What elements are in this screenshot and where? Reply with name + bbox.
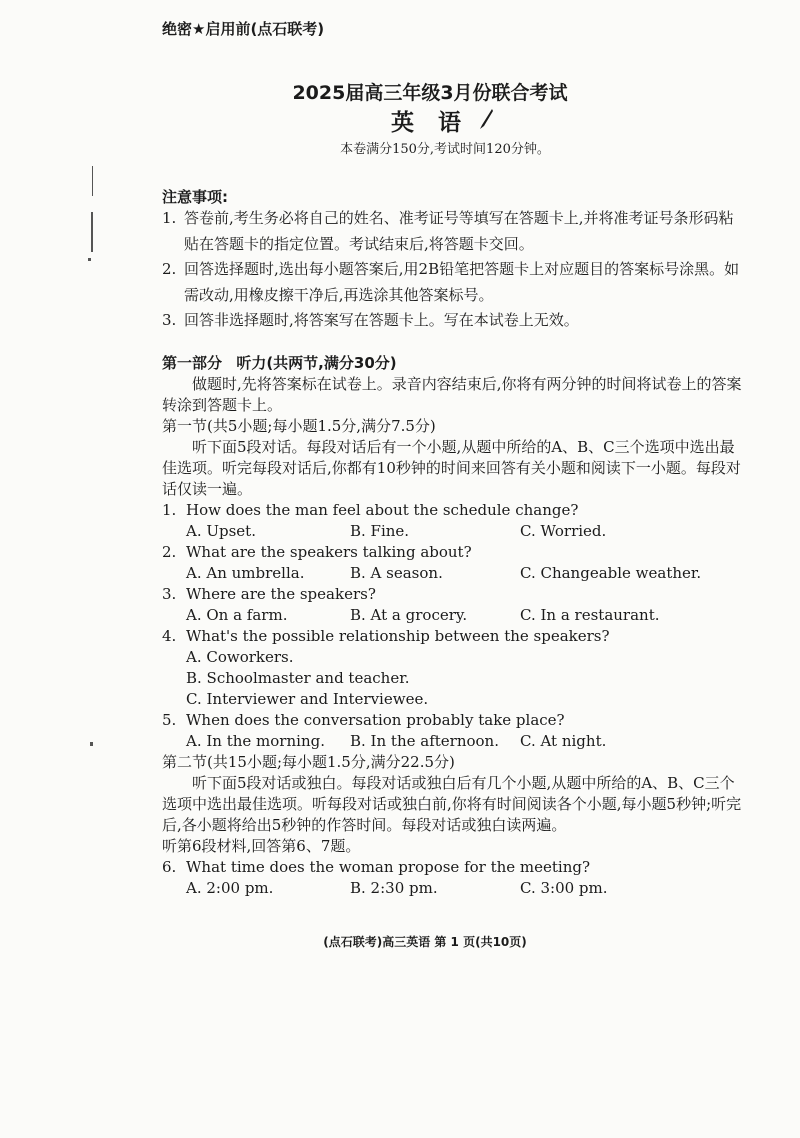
option-a: A. 2:00 pm. xyxy=(186,879,274,897)
section1-title: 第一节(共5小题;每小题1.5分,满分7.5分) xyxy=(162,417,436,435)
question-4-option-a xyxy=(162,647,742,668)
notice-item: 3. 回答非选择题时,将答案写在答题卡上。写在本试卷上无效。 xyxy=(162,311,579,330)
question-4: 4. What's the possible relationship between the speakers? xyxy=(162,627,610,645)
notice-heading: 注意事项: xyxy=(162,188,228,206)
option-c: C. Changeable weather. xyxy=(520,564,702,582)
part1-heading: 第一部分 听力(共两节,满分30分) xyxy=(162,354,397,372)
option-a: A. Upset. xyxy=(186,522,256,540)
scan-mark xyxy=(92,166,93,196)
scan-mark xyxy=(90,742,93,746)
page-footer: (点石联考)高三英语 第 1 页(共10页) xyxy=(323,935,527,949)
question-4-option-c xyxy=(162,689,742,710)
question-5-options xyxy=(162,731,742,752)
notice-item: 1. 答卷前,考生务必将自己的姓名、准考证号等填写在答题卡上,并将准考证号条形码粘贴在答题卡的指定位置。考试结束后,将答题卡交回。 xyxy=(162,209,734,253)
question-2: 2. What are the speakers talking about? xyxy=(162,543,472,561)
question-6: 6. What time does the woman propose for the meeting? xyxy=(162,858,591,876)
option-a: A. An umbrella. xyxy=(186,564,305,582)
question-4-option-b xyxy=(162,668,742,689)
question-3-options xyxy=(162,605,742,626)
material-6-instruction: 听第6段材料,回答第6、7题。 xyxy=(162,837,361,855)
question-1-options xyxy=(162,521,742,542)
question-5: 5. When does the conversation probably take place? xyxy=(162,711,565,729)
exam-title: 2025届高三年级3月份联合考试 xyxy=(292,82,568,104)
option-a: A. On a farm. xyxy=(186,606,288,624)
section2-title: 第二节(共15小题;每小题1.5分,满分22.5分) xyxy=(162,753,455,771)
option-a: A. Coworkers. xyxy=(186,648,294,666)
pen-icon xyxy=(478,108,494,130)
option-c: C. 3:00 pm. xyxy=(520,879,608,897)
part1-content xyxy=(162,374,742,899)
part1-intro: 做题时,先将答案标在试卷上。录音内容结束后,你将有两分钟的时间将试卷上的答案转涂到答题卡上。 xyxy=(162,375,742,414)
scan-mark xyxy=(88,258,91,261)
section1-intro: 听下面5段对话。每段对话后有一个小题,从题中所给的A、B、C三个选项中选出最佳选项。听完每段对话后,你都有10秒钟的时间来回答有关小题和阅读下一小题。每段对话仅读一遍。 xyxy=(162,438,741,498)
option-b: B. Fine. xyxy=(350,522,410,540)
score-info: 本卷满分150分,考试时间120分钟。 xyxy=(340,142,550,157)
question-6-options xyxy=(162,878,742,899)
option-b: B. At a grocery. xyxy=(350,606,468,624)
option-a: A. In the morning. xyxy=(186,732,325,750)
notice-list xyxy=(162,206,742,334)
question-2-options xyxy=(162,563,742,584)
scan-mark xyxy=(91,212,93,252)
option-b: B. Schoolmaster and teacher. xyxy=(186,669,410,687)
section2-intro: 听下面5段对话或独白。每段对话或独白后有几个小题,从题中所给的A、B、C三个选项中选出最佳选项。听每段对话或独白前,你将有时间阅读各个小题,每小题5秒钟;听完后,各小题将给出5秒钟的作答时间。每段对话或独白读两遍。 xyxy=(162,774,742,834)
option-b: B. A season. xyxy=(350,564,443,582)
option-c: C. In a restaurant. xyxy=(520,606,660,624)
question-1: 1. How does the man feel about the schedule change? xyxy=(162,501,579,519)
option-c: C. At night. xyxy=(520,732,607,750)
notice-item: 2. 回答选择题时,选出每小题答案后,用2B铅笔把答题卡上对应题目的答案标号涂黑。如需改动,用橡皮擦干净后,再选涂其他答案标号。 xyxy=(162,260,740,304)
option-c: C. Interviewer and Interviewee. xyxy=(186,690,429,708)
question-3: 3. Where are the speakers? xyxy=(162,585,376,603)
option-b: B. In the afternoon. xyxy=(350,732,499,750)
option-b: B. 2:30 pm. xyxy=(350,879,438,897)
confidential-label: 绝密★启用前(点石联考) xyxy=(162,20,325,38)
subject-title: 英 语 xyxy=(390,110,469,136)
option-c: C. Worried. xyxy=(520,522,607,540)
